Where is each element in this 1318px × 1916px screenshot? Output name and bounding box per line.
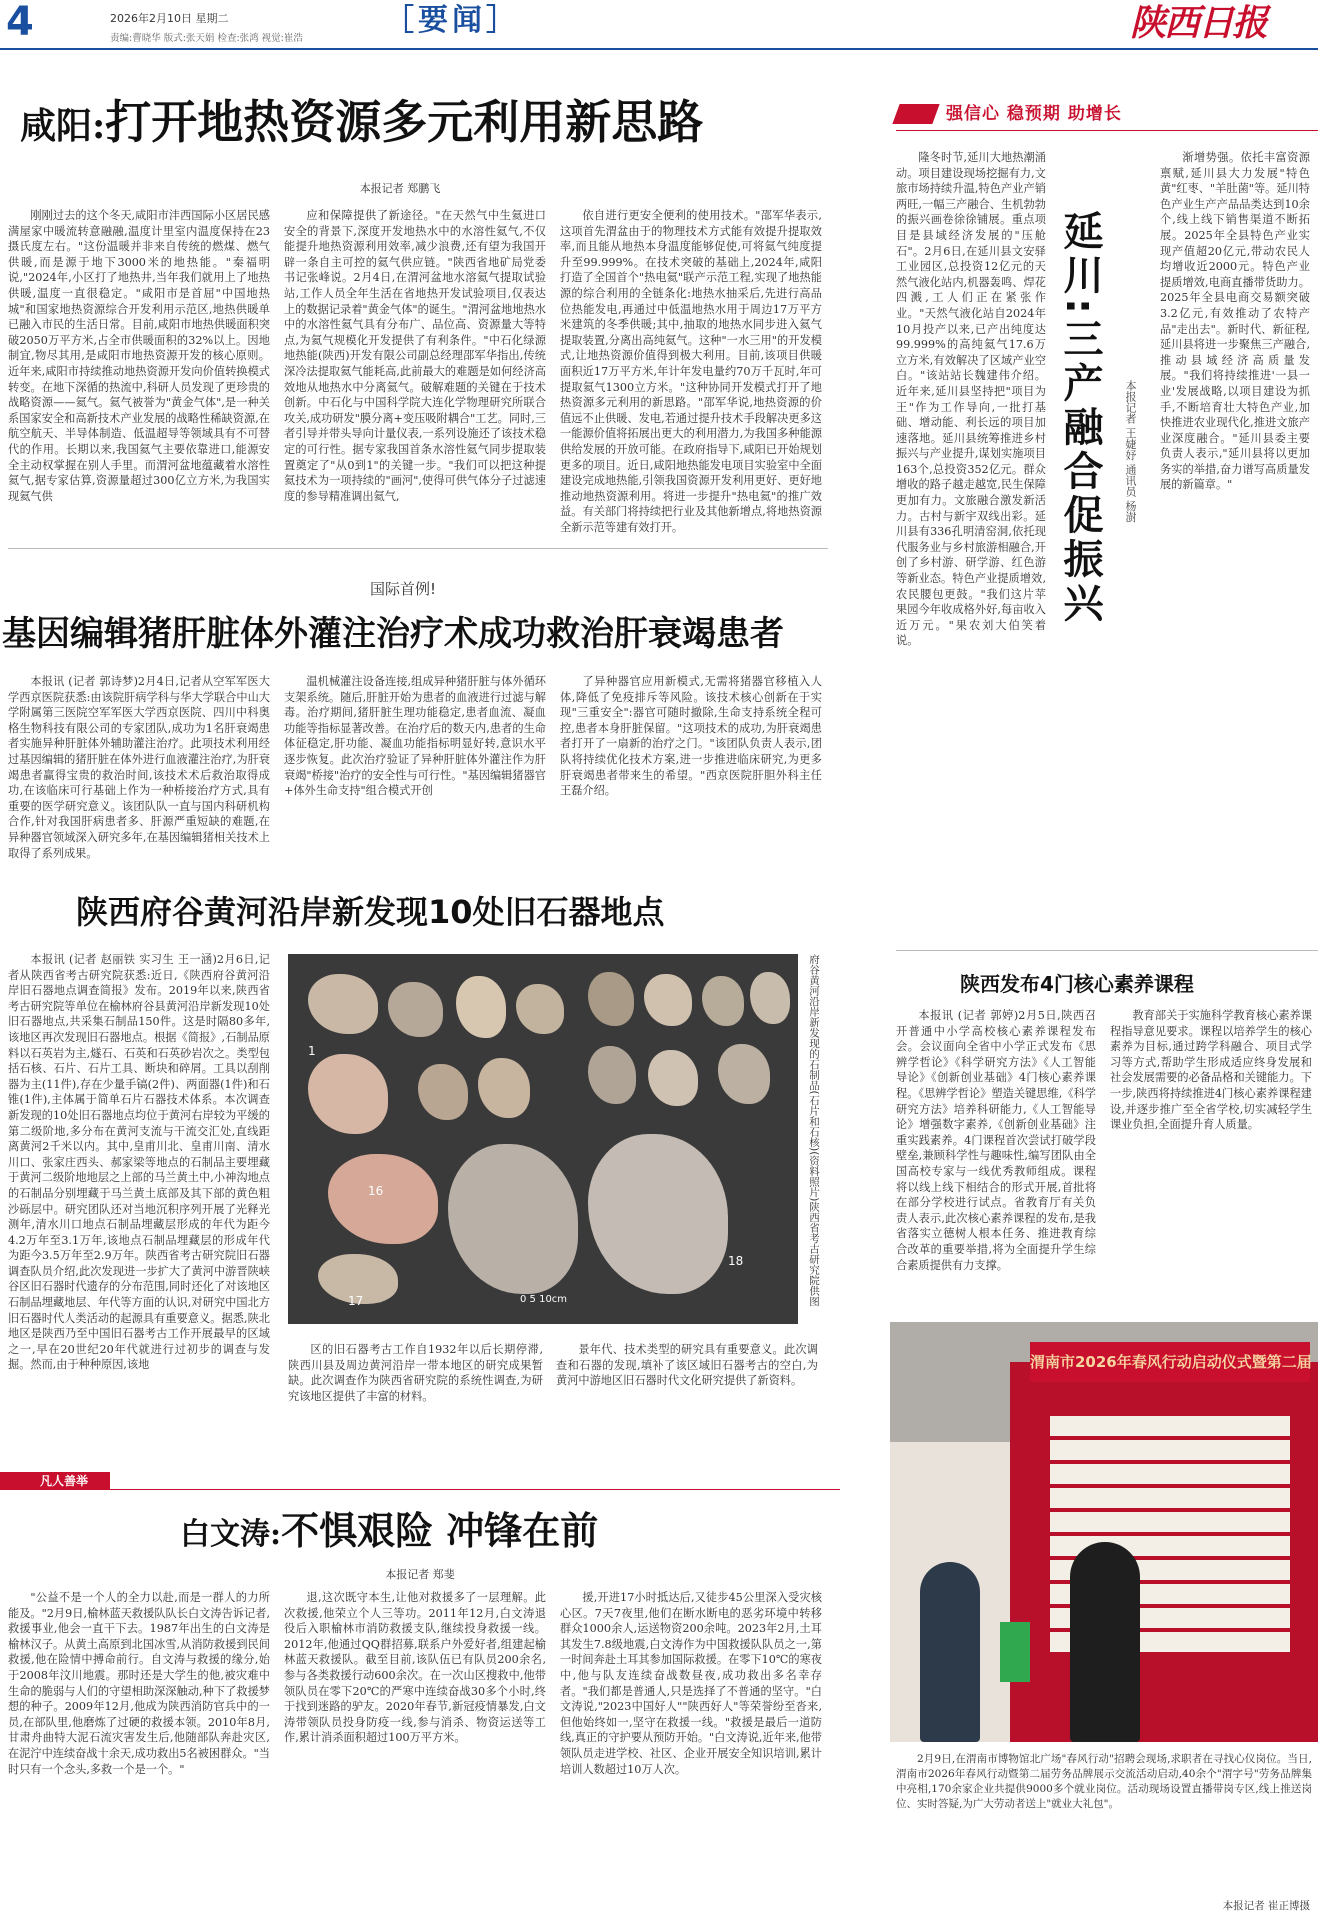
stone-col-2: 区的旧石器考古工作自1932年以后长期停滞,陕西川县及周边黄河沿岸一带本地区的研究成果暂缺。此次调查作为陕西省研究院的系统性调查,为研究该地区提供了丰富的材料。: [288, 1343, 543, 1403]
masthead-rule: [0, 48, 1318, 50]
page-number: 4: [6, 0, 34, 45]
geothermal-col-1: 刚刚过去的这个冬天,咸阳市沣西国际小区居民感满屋家中暖流转意融融,温度计里室内温度保持在23摄氏度左右。"这份温暖并非来自传统的燃煤、燃气供暖,而是源于地下3000米的地热能。"秦福明说,"2024年,小区打了地热井,当年我们就用上了地热供暖,温度一直很稳定。"咸阳市是首屈"中国地热城"和国家地热资源综合开发利用示范区,地热供暖单已融入市民的生活日常。目前,咸阳市地热供暖面积突破2050万平方米,占全市供暖面积的32%以上。因地制宜,物尽其用,是咸阳市地热资源开发的核心原则。近年来,咸阳市持续推动地热资源开发向价值转换模式转变。在地下深循的热流中,科研人员发现了更珍贵的战略资源——氦气。氦气被誉为"黄金气体",是一种关系国家安全和高新技术产业发展的战略性稀缺资源,在航空航天、半导体制造、低温超导等领域具有不可替代的作用。长期以来,我国氦气主要依靠进口,能源安全主动权掌握在别人手里。而渭河盆地蕴藏着水溶性氦气,据专家估算,资源量超过300亿立方米,为我国实现氦气供: [8, 209, 270, 503]
section-title: ［要闻］: [384, 3, 520, 38]
issue-date: 2026年2月10日 星期二: [110, 12, 229, 25]
divider: [8, 548, 828, 549]
job-fair-credit: 本报记者 崔正博摄: [1222, 1900, 1310, 1912]
bai-col-1: "公益不是一个人的全力以赴,而是一群人的力所能及。"2月9日,榆林蓝天救援队队长白文涛告诉记者,救援事业,他会一直干下去。1987年出生的白文涛是榆林汉子。从黄土高原到北国冰雪,从消防救援到民间救援,他在险情中搏命前行。自文涛与救援的缘分,始于2008年汶川地震。那时还是大学生的他,被灾难中生命的脆弱与人们的守望相助深深触动,种下了救援梦想的种子。2009年12月,他成为陕西消防官兵中的一员,在部队里,他磨炼了过硬的救援本领。2010年8月,甘肃舟曲特大泥石流灾害发生后,他随部队奔赴灾区,在泥泞中连续奋战十余天,成功救出5名被困群众。"当时只有一个念头,多救一个是一个。": [8, 1591, 270, 1776]
geothermal-col-3: 依自进行更安全便利的使用技术。"邵军华表示,这项首先渭盆由于的物理技术方式能有效提升提取效率,而且能从地热本身温度能够促使,可将氦气纯度提升至99.999%。在技术突破的基础上,2024年,咸阳打造了全国首个"热电氦"联产示范工程,实现了地热能源的综合利用的全链条化:地热水抽采后,先进行高品位热能发电,再通过中低温地热水用于周边17万平方米建筑的冬季供暖;其中,抽取的地热水同步进入氦气提取装置,分离出高纯氦气。这种"一水三用"的开发模式,让地热资源价值得到极大利用。目前,该项目供暖面积近17万平方米,年计年发电量约70万千瓦时,年可提取氦气1300立方米。"这种协同开发模式打开了地热资源多元利用的新思路。"邵军华说,地热资源的价值远不止供暖、发电,若通过提升技术手段解决更多这一能源价值将拓展出更大的利用潜力,为我国多种能源供给发展的开放可能。在政府指导下,咸阳已开始规划更多的项目。近日,咸阳地热能发电项目实验室中全面建设完成地热能,引领我国资源开发利用更好、更好地推动地热资源利用。将进一步提升"热电氦"的推广效益。有关部门将持续把行业及其他新增点,将地热资源全新示范等建有效打开。: [560, 209, 822, 534]
stone-tools-photo: [288, 954, 798, 1324]
course-col-1: 本报讯 (记者 郭婷)2月5日,陕西召开普通中小学高校核心素养课程发布会。会议面向全省中小学正式发布《思辨学哲论》《科学研究方法》《人工智能导论》《创新创业基础》4门核心素养课程。《思辨学哲论》塑造关键思维,《科学研究方法》培养科研能力,《人工智能导论》增强数字素养,《创新创业基础》注重实践素养。4门课程首次尝试打破学段壁垒,兼顾科学性与趣味性,编写团队由全国高校专家与一线优秀教师组成。课程将以线上线下相结合的形式开展,首批将在部分学校进行试点。省教育厅有关负责人表示,此次核心素养课程的发布,是我省落实立德树人根本任务、推进教育综合改革的重要举措,将为全面提升学生综合素质提供有力支撑。: [896, 1009, 1096, 1272]
job-fair-caption: 2月9日,在渭南市博物馆北广场"春风行动"招聘会现场,求职者在寻找心仪岗位。当日,渭南市2026年春风行动暨第二届劳务品牌展示交流活动启动,40余个"渭字号"劳务品牌集中亮相,170余家企业共提供9000多个就业岗位。活动现场设置直播带岗专区,线上推送岗位、实时答疑,为广大劳动者送上"就业大礼包"。: [896, 1753, 1312, 1810]
geothermal-byline: 本报记者 郑鹏飞: [359, 182, 441, 195]
red-chevron-icon: [892, 104, 939, 124]
yanchuan-col-2: 渐增势强。依托丰富资源禀赋,延川县大力发展"特色黄"红枣、"羊肚菌"等。延川特色产业生产产品品类达到10余个,线上线下销售渠道不断拓展。2025年全县特色产业实现产值超20亿元,带动农民人均增收近2000元。特色产业提质增效,电商直播带货助力。2025年全县电商交易额突破3.2亿元,有效推动了农特产品"走出去"。新时代、新征程,延川县将进一步聚焦三产融合,推动县域经济高质量发展。"我们将持续推进'一县一业'发展战略,以项目建设为抓手,不断培育壮大特色产业,加快推进农业现代化,推进文旅产业深度融合。"延川县委主要负责人表示,"延川县将以更加务实的举措,奋力谱写高质量发展的新篇章。": [1160, 151, 1310, 492]
liver-kicker: 国际首例!: [370, 580, 437, 598]
liver-headline: 基因编辑猪肝脏体外灌注治疗术成功救治肝衰竭患者: [2, 614, 784, 654]
stone-col-1: 本报讯 (记者 赵丽铁 实习生 王一涵)2月6日,记者从陕西省考古研究院获悉:近日,《陕西府谷黄河沿岸旧石器地点调查简报》发布。2019年以来,陕西省考古研究院等单位在榆林府谷县黄河沿岸新发现10处旧石器地点,共采集石制品150件。这是时隔80多年,该地区再次发现旧石器地点。根据《简报》,石制品原料以石英岩为主,燧石、石英和石英砂岩次之。类型包括石核、石片、石片工具、断块和碎屑。工具以刮削器为主(11件),存在少量手镐(2件)、两面器(1件)和石锥(1件),主体属于简单石片石器技术体系。本次调查新发现的10处旧石器地点均位于黄河右岸较为平缓的第二级阶地,多分布在黄河支流与干流交汇处,直线距离黄河2千米以内。其中,皇甫川北、皇甫川南、清水川口、张家庄西头、郝家梁等地点的石制品主要埋藏于黄河二级阶地地层之上部的马兰黄土中,小神沟地点的石制品分别埋藏于马兰黄土底部及其下部的黄色粗沙砾层中。研究团队还对当地沉积序列开展了光释光测年,清水川口地点石制品埋藏层形成的年代为距今4.2万年至3.1万年,该地点石制品埋藏层的形成年代为距今3.5万年至2.9万年。陕西省考古研究院旧石器调查队员介绍,此次发现进一步扩大了黄河中游晋陕峡谷区旧石器时代遗存的分布范围,同时还化了对该地区石制品埋藏地层、年代等方面的认识,对研究中国北方旧石器时代人类活动的起源具有重要意义。据悉,陕北地区是陕西乃至中国旧石器考古工作开展最早的区域之一,早在20世纪20年代就进行过初步的调查与发掘。然而,由于种种原因,该地: [8, 953, 270, 1372]
photo-label: 1: [308, 1044, 316, 1058]
geothermal-headline: 咸阳:打开地热资源多元利用新思路: [20, 95, 704, 149]
bai-byline: 本报记者 郑斐: [385, 1568, 455, 1581]
bai-col-2: 退,这次既守本生,让他对救援多了一层理解。此次救援,他荣立个人三等功。2011年12月,白文涛退役后入职榆林市消防救援支队,继续投身救援一线。2012年,他通过QQ群招募,联系户外爱好者,组建起榆林蓝天救援队。截至目前,该队伍已有队员200余名,参与各类救援行动600余次。在一次山区搜救中,他带领队员在零下20℃的严寒中连续奋战30多个小时,终于找到迷路的驴友。2020年春节,新冠疫情暴发,白文涛带领队员投身防疫一线,参与消杀、物资运送等工作,累计消杀面积超过100万平方米。: [284, 1591, 546, 1745]
stone-col-3: 景年代、技术类型的研究具有重要意义。此次调查和石器的发现,填补了该区域旧石器考古的空白,为黄河中游地区旧石器时代文化研究提供了新资料。: [556, 1343, 818, 1388]
stone-photo-caption: 府谷黄河沿岸新发现的石制品(石片和石核)(资料照片)陕西省考古研究院供图: [808, 954, 820, 1307]
stone-headline: 陕西府谷黄河沿岸新发现10处旧石器地点: [76, 893, 665, 931]
photo-label: 16: [368, 1184, 384, 1198]
liver-col-2: 温机械灌注设备连接,组成异种猪肝脏与体外循环支架系统。随后,肝脏开始为患者的血液进行过滤与解毒。治疗期间,猪肝脏生理功能稳定,患者血流、凝血功能等指标显著改善。在治疗后的数天内,患者的生命体征稳定,肝功能、凝血功能指标明显好转,意识水平逐步恢复。此次治疗验证了异种肝脏体外灌注作为肝衰竭"桥接"治疗的安全性与可行性。"基因编辑猪器官+体外生命支持"组合模式开创: [284, 675, 546, 798]
banner-rule: [896, 130, 1318, 131]
bai-col-3: 援,开进17小时抵达后,又徒步45公里深入受灾核心区。7天7夜里,他们在断水断电的恶劣环境中转移群众1000余人,运送物资200余吨。2023年2月,土耳其发生7.8级地震,白文涛作为中国救援队队员之一,第一时间奔赴土耳其参加国际救援。在零下10℃的寒夜中,他与队友连续奋战数昼夜,成功救出多名幸存者。"我们都是普通人,只是选择了不普通的坚守。"白文涛说,"2023中国好人""陕西好人"等荣誉纷至沓来,但他始终如一,坚守在救援一线。"救援是最后一道防线,真正的守护要从预防开始。"白文涛说,近年来,他带领队员走进学校、社区、企业开展安全知识培训,累计培训人数超过10万人次。: [560, 1591, 822, 1776]
course-col-2: 教育部关于实施科学教育核心素养课程指导意见要求。课程以培养学生的核心素养为目标,通过跨学科融合、项目式学习等方式,帮助学生形成适应终身发展和社会发展需要的必备品格和关键能力。下一步,陕西将持续推进4门核心素养课程建设,并逐步推广至全省学校,切实减轻学生课业负担,全面提升育人质量。: [1110, 1009, 1312, 1132]
divider: [896, 950, 1318, 951]
yanchuan-headline: 延川:三产融合促振兴: [1057, 210, 1103, 626]
column-name: 凡人善举: [40, 1474, 89, 1488]
scale-bar-label: 0 5 10cm: [520, 1294, 568, 1305]
editor-credits: 责编:曹晓华 版式:张天娟 检查:张鸿 视觉:崔浩: [110, 33, 303, 44]
geothermal-col-2: 应和保障提供了新途径。"在天然气中生氦进口安全的背景下,深度开发地热水中的水溶性氦气,不仅能提升地热资源利用效率,减少浪费,还有望为我国开辟一条自主可控的氦气供应链。"陕西省地矿局党委书记张峰说。2月4日,在渭河盆地水溶氦气提取试验站,工作人员全年生活在省地热开发试验项目,仅表达上的数据记录着"黄金气体"的诞生。"渭河盆地地热水中的水溶性氦气具有分布广、品位高、资源量大等特点,为氦气规模化开发提供了有利条件。"中石化绿源地热能(陕西)开发有限公司副总经理邵军华指出,传统深冷法提取氦气能耗高,此前最大的难题是如何经济高效地从地热水中分离氦气。破解难题的关键在于技术创新。中石化与中国科学院大连化学物理研究所联合攻关,成功研发"膜分离+变压吸附耦合"工艺。同时,三者引导并带头导向计量仪表,一系列设施还了该技术稳定的可行性。据专家我国首条水溶性氦气同步提取装置奠定了"从0到1"的关键一步。"我们可以把这种提氦技术为一项持续的"画河",使得可供气体分子过滤速度的参导精准调出氦气,: [284, 209, 546, 503]
newspaper-logo: 陕西日报: [1130, 2, 1267, 44]
yanchuan-col-1: 隆冬时节,延川大地热潮涌动。项目建设现场挖掘有力,文旅市场持续升温,特色产业产销两旺,一幅三产融合、生机勃勃的振兴画卷徐徐铺展。重点项目是县域经济发展的"压舱石"。2月6日,在延川县文安驿工业园区,总投资12亿元的天然气液化站内,机器轰鸣、焊花四溅,工人们正在紧张作业。"天然气液化站自2024年10月投产以来,已产出纯度达99.999%的高纯氦气17.6万立方米,有效解决了区域产业空白。"该站站长魏建伟介绍。近年来,延川县坚持把"项目为王"作为工作导向,一批打基础、增动能、利长远的项目加速落地。延川县统筹推进乡村振兴与产业提升,谋划实施项目163个,总投资352亿元。群众增收的路子越走越宽,民生保障更加有力。文旅融合激发新活力。古村与新宇双线出彩。延川县有336孔明清窑洞,依托现代服务业与乡村旅游相融合,开创了乡村游、研学游、红色游等新业态。特色产业提质增效,农民腰包更鼓。"我们这片苹果园今年收成格外好,每亩收入近万元。"果农刘大伯笑着说。: [896, 151, 1046, 648]
yanchuan-byline: 本报记者 王婕妤 通讯员 杨澍: [1124, 380, 1137, 523]
job-fair-photo: [890, 1322, 1318, 1742]
photo-banner-text: 渭南市2026年春风行动启动仪式暨第二届: [1030, 1342, 1310, 1382]
liver-col-1: 本报讯 (记者 郭诗梦)2月4日,记者从空军军医大学西京医院获悉:由该院肝病学科与华大学联合中山大学附属第三医院空军军医大学西京医院、四川中科奥格生物科技有限公司的专家团队,成功为1名肝衰竭患者实施异种肝脏体外辅助灌注治疗。此项技术利用经过基因编辑的猪肝脏在体外进行血液灌注治疗,为肝衰竭患者赢得宝贵的救治时间,该技术术后救治取得成功,在该临床可行基础上作为一种桥接治疗方式,具有重要的医学研究意义。该团队队一直与国内科研机构合作,针对我国肝病患者多、肝源严重短缺的难题,在异种器官领域深入研究多年,在基因编辑猪相关技术上取得了系列成果。: [8, 675, 270, 860]
bai-headline: 白文涛:不惧艰险 冲锋在前: [180, 1509, 599, 1553]
ribbon-rule: [110, 1489, 840, 1490]
campaign-banner: 强信心 稳预期 助增长: [946, 104, 1122, 124]
photo-label: 18: [728, 1254, 744, 1268]
photo-label: 17: [348, 1294, 364, 1308]
course-headline: 陕西发布4门核心素养课程: [960, 972, 1194, 996]
liver-col-3: 了异种器官应用新模式,无需将猪器官移植入人体,降低了免疫排斥等风险。该技术核心创新在于实现"三重安全":器官可随时撤除,生命支持系统全程可控,患者本身肝脏保留。"这项技术的成功,为肝衰竭患者打开了一扇新的治疗之门。"该团队负责人表示,团队将持续优化技术方案,进一步推进临床研究,为更多肝衰竭患者带来生的希望。"西京医院肝胆外科主任王磊介绍。: [560, 675, 822, 798]
